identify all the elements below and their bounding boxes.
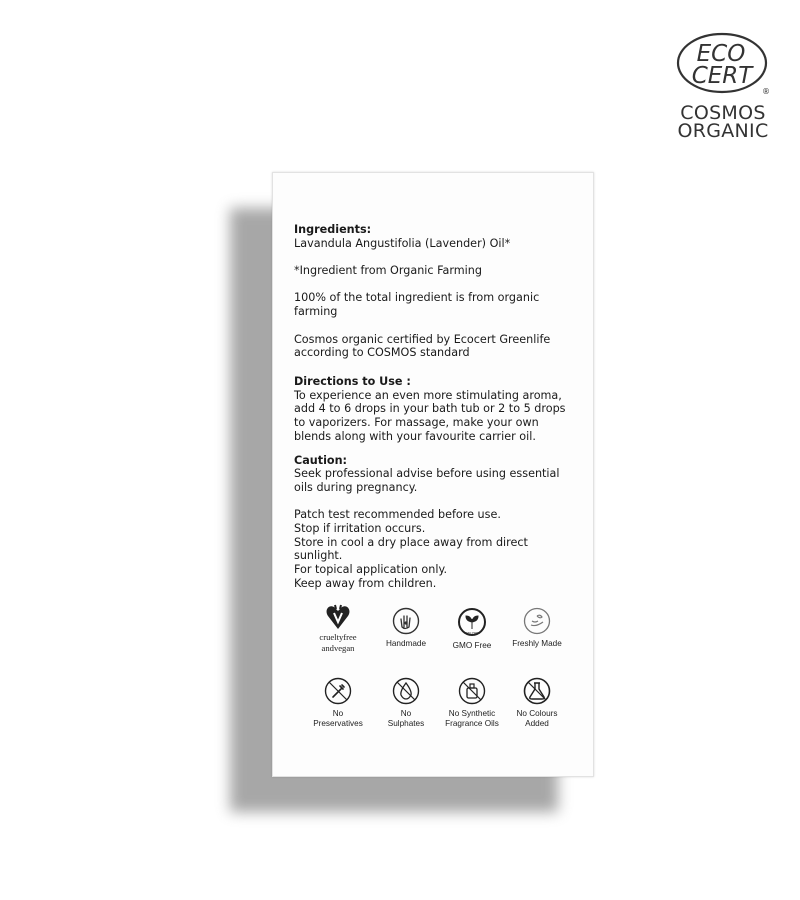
no-sulphates-label-2: Sulphates bbox=[387, 719, 425, 728]
ecocert-eco-text: ECO bbox=[696, 41, 746, 67]
hand-icon bbox=[392, 607, 420, 635]
flask-icon bbox=[523, 677, 551, 705]
caution-line: oils during pregnancy. bbox=[294, 480, 418, 494]
handmade-label: Handmade bbox=[385, 639, 427, 648]
directions-line: blends along with your favourite carrier oil. bbox=[294, 429, 536, 443]
note-line: Stop if irritation occurs. bbox=[294, 522, 426, 535]
no-sulphates-icon bbox=[392, 677, 420, 705]
badge-no-sulphates bbox=[368, 677, 444, 729]
gmo-free-label: GMO Free bbox=[452, 641, 492, 650]
cruelty-free-heart-icon bbox=[325, 603, 351, 631]
note-line: Store in cool a dry place away from direct bbox=[294, 535, 528, 549]
percent-line-2: farming bbox=[294, 305, 338, 319]
badge-no-preservatives bbox=[300, 677, 376, 729]
directions-line: To experience an even more stimulating aroma, bbox=[294, 388, 562, 402]
freshly-made-icon bbox=[523, 607, 551, 635]
registered-mark: ® bbox=[762, 87, 770, 96]
no-colours-label-1: No Colours bbox=[516, 709, 558, 718]
caution-line: Seek professional advise before using essential bbox=[294, 467, 560, 481]
organic-note: *Ingredient from Organic Farming bbox=[294, 264, 482, 278]
badge-freshly-made bbox=[499, 607, 575, 649]
product-box-back bbox=[272, 172, 594, 777]
gmo-badge-text: GMO FREE bbox=[464, 631, 480, 635]
cruelty-free-label-1: crueltyfree bbox=[319, 632, 357, 642]
badge-no-colours bbox=[499, 677, 575, 729]
note-line: sunlight. bbox=[294, 549, 343, 563]
ingredients-heading: Ingredients: bbox=[294, 223, 372, 236]
no-fragrance-icon bbox=[458, 677, 486, 705]
directions-heading: Directions to Use : bbox=[294, 374, 411, 388]
logo-organic-text: ORGANIC bbox=[677, 120, 769, 142]
logo-cosmos-text: COSMOS bbox=[680, 102, 766, 124]
percent-line-1: 100% of the total ingredient is from organic bbox=[294, 291, 540, 305]
ecocert-logo bbox=[668, 30, 778, 140]
ecocert-emblem-icon bbox=[675, 30, 771, 96]
gmo-free-leaf-icon bbox=[457, 607, 487, 637]
cert-line-1: Cosmos organic certified by Ecocert Greenlife bbox=[294, 332, 551, 346]
no-preservatives-label-1: No bbox=[332, 709, 344, 718]
label-text bbox=[294, 223, 579, 591]
badge-handmade bbox=[368, 607, 444, 649]
note-line: For topical application only. bbox=[294, 563, 448, 577]
directions-line: add 4 to 6 drops in your bath tub or 2 to 5 drops bbox=[294, 402, 566, 416]
cruelty-free-label-2: andvegan bbox=[321, 643, 355, 653]
caution-heading: Caution: bbox=[294, 453, 348, 467]
directions-line: to vaporizers. For massage, make your own bbox=[294, 416, 539, 430]
no-preservatives-label-2: Preservatives bbox=[313, 719, 363, 728]
badge-cruelty-free bbox=[300, 603, 376, 653]
no-sulphates-label-1: No bbox=[400, 709, 412, 718]
freshly-made-label: Freshly Made bbox=[512, 639, 562, 648]
no-synthetic-label-2: Fragrance Oils bbox=[445, 719, 499, 728]
ingredients-text: Lavandula Angustifolia (Lavender) Oil* bbox=[294, 236, 511, 250]
dropper-icon bbox=[324, 677, 352, 705]
cert-line-2: according to COSMOS standard bbox=[294, 346, 470, 360]
no-colours-label-2: Added bbox=[525, 719, 549, 728]
note-line: Keep away from children. bbox=[294, 576, 437, 590]
ecocert-cert-text: CERT bbox=[691, 63, 753, 89]
no-synthetic-label-1: No Synthetic bbox=[448, 709, 496, 718]
note-line: Patch test recommended before use. bbox=[294, 508, 501, 522]
